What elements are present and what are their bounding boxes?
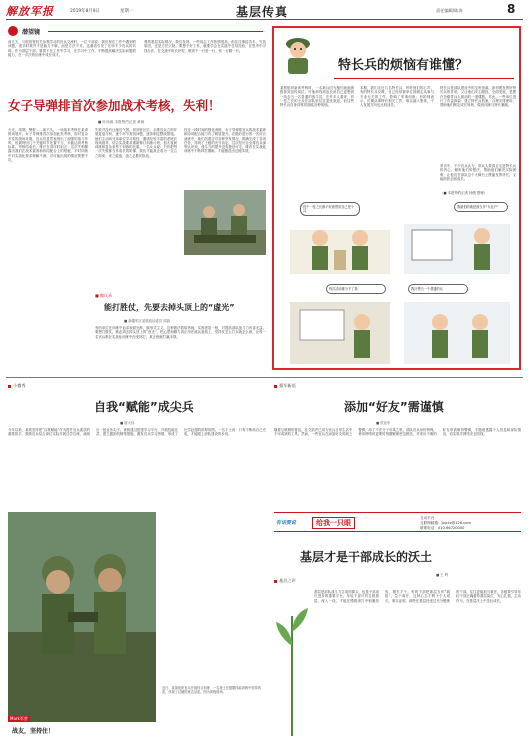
- sub-body: 有的单位在训练中追求表面光鲜，搞形式主义，这种做法看似热闹，实则虚晃一枪，对提高部队战斗力有害无益。要想打胜仗，就必须去掉头顶上的“虚光”，把心思和精力真正用在练兵备战上，坚持仗怎么打兵就怎么练，让每一名官兵都在实战化训练中经受摔打，真正练就打赢本领。: [95, 326, 266, 339]
- featured-body-col4: 采访中，不少官兵认为，带兵人要真正走进特长兵的内心，倾听他们的想法，帮助他们解决实际困难，让他们在部队这个大舞台上既能发挥所长，又能收获全面成长。: [440, 164, 516, 181]
- article-photo: [184, 190, 266, 255]
- masthead: [0, 0, 529, 20]
- cartoon-panel-1: [290, 200, 390, 274]
- bottom-right-tag2: [274, 578, 296, 584]
- column-tag-label: 潜望镜: [22, 29, 41, 36]
- cartoon-panel-2: [404, 200, 510, 274]
- sub-tag: ■ 微议录: [95, 293, 113, 298]
- sprout-icon: [274, 586, 310, 736]
- bottom-left-tag: [8, 383, 26, 389]
- bottom-right-body: 随着互联网的普及，社交软件已成为官兵日常生活中不可或缺的工具。然而，一些官兵在添加好友时缺乏警惕，给了不法分子可乘之机。部队官兵身份特殊，使用网络时更要时刻绷紧保密这根弦，对来历不明的好友申请保持警惕，不随意透露个人信息和部队情况，切实筑牢网络安全防线。: [274, 428, 521, 437]
- bottom-left-tag-label: 小微秀: [13, 383, 26, 388]
- bottom-right-tag-label: 强军新语: [279, 383, 296, 388]
- issue-weekday: 星期一: [120, 9, 134, 14]
- ad-phone: 联系电话：010-66720000: [420, 526, 465, 530]
- article-body-col3: 经过一段时间的强化训练，女子导弹排官兵的战术素养和协同配合能力有了明显提升。在随后进行的一次综合演练中，她们沉着应对各种突发情况，圆满完成了各项任务，得到了上级的充分肯定。这次经历让全排官兵深刻认识到，战斗力的提升没有捷径可走，唯有在实战化训练中不断摔打磨砺，才能锻造出过硬本领。: [184, 128, 266, 154]
- bottom-right-body2: 基层是部队战斗力生成的源头，也是干部成长进步的重要平台。年轻干部只有扎根基层、深入一线，才能在摸爬滚打中积累经验、增长才干。有的干部把基层当作“跳板”，急于离开，这种心态不利于个人成长。事实证明，那些在基层经受过充分锻炼的干部，往往更能担当重任。各级要引导年轻干部正确看待基层岗位，安心扎根、主动作为，在基层沃土中茁壮成长。: [314, 590, 521, 603]
- featured-byline: （■ 本报特约记者 杨骏 整理）: [440, 191, 488, 195]
- article-body-col1: 火光、浓烟、警报……前不久，一场战术考核在某训练场展开。女子导弹排首次参加此类考核，面对复杂多变的战场环境，官兵们虽然表现出了顽强的战斗作风，但最终因几个关键环节处置不当，未能达到考核标准。考核结束后，排长在讲评时坦言：这次失利暴露出我们在战术素养和协同配合上的短板，平时训练中对实战化要求理解不深，对可能出现的情况预想不足。: [8, 128, 88, 163]
- soldier-icon: [280, 34, 316, 74]
- ad-contact: 互联网邮箱：jbjccz@126.com: [420, 521, 471, 525]
- article-headline: 女子导弹排首次参加战术考核，失利！: [8, 98, 221, 113]
- page-editor: 责任编辑/陈涛: [436, 8, 463, 13]
- sub-byline: ■ 新疆军区某旅政治委员 周凯: [124, 319, 171, 323]
- newspaper-logo: 解放军报: [6, 5, 54, 18]
- photo-tag: Mark军营: [10, 716, 28, 721]
- training-photo-illustration: [184, 190, 266, 255]
- speech-bubble-1: 没个一技之长都不好意思说自己是个兵: [300, 202, 360, 216]
- section-divider: [6, 377, 523, 378]
- bottom-left-byline: ■ 唐大伟: [120, 421, 135, 425]
- soldiers-photo: [8, 512, 156, 722]
- bottom-left-body: 今年以来，某旅坚持把“自我赋能”作为提升官兵素质的重要抓手，鼓励官兵结合岗位实际开展自学自练，涌现出一批业务尖子。该旅通过搭建学习平台、开展技能比武、建立激励机制等措施，激发官兵学习热情，形成了比学赶超的浓厚氛围。一名下士说：只有不断给自己充电，才能跟上部队建设的步伐。: [8, 428, 266, 437]
- bottom-right-headline: 添加“好友”需谨慎: [344, 400, 444, 414]
- ad-strip: [274, 512, 521, 532]
- bottom-right-headline2: 基层才是干部成长的沃土: [300, 550, 433, 564]
- column-tag-rule: [48, 31, 263, 32]
- ad-text: 给我一只眼: [312, 517, 355, 529]
- sub-headline: 能打胜仗，先要去掉头顶上的“虚光”: [104, 303, 235, 312]
- feature-photo: [8, 512, 156, 722]
- page-section-title: 基层传真: [236, 5, 289, 19]
- page-number: 8: [507, 2, 516, 16]
- bottom-right-byline2: ■ 王 利: [436, 573, 449, 577]
- featured-body-col1: 某旅组织新训考核时，一名新兵因为擅长画画被推荐到宣传岗位，可他却找到连长说自己更想到一线去当一名普通的战斗员。在许多人看来，有一技之长的士兵在部队里往往更受欢迎，但这些特长兵自身却常常面临各种烦恼。: [280, 86, 354, 108]
- speech-bubble-2: 我最怕的就是被当作“专业户”: [454, 202, 508, 212]
- compass-icon: [8, 26, 18, 36]
- masthead-rule: [6, 19, 523, 20]
- ad-platform: 互动平台: [420, 516, 435, 520]
- featured-headline: 特长兵的烦恼有谁懂？: [338, 58, 469, 73]
- ad-label: 有话要说: [276, 520, 297, 526]
- bottom-right-byline: ■ 张亚东: [376, 421, 391, 425]
- bottom-right-tag: [274, 383, 296, 389]
- article-body-col2: 失败并没有让她们气馁。回到营区后，全排官兵立即开展复盘分析，逐个环节查找问题，逐条制定整改措施。她们主动向兄弟单位学习取经，邀请经验丰富的老班长现场指导，结合实战要求重新修订训练计划，加大夜间训练和复杂条件下训练的比重。一名女兵说：只有把每一次失败都当作成长的阶梯，我们才能真正成为一支召之即来、来之能战、战之必胜的队伍。: [95, 128, 177, 158]
- speech-bubble-4: 我只想当一个普通的兵: [408, 284, 468, 294]
- article-byline: ■ 叶扬威 本报特约记者 黄焕: [98, 120, 145, 124]
- featured-body-col3: 特长兵是部队建设中的宝贵资源。如何既发挥好特长兵的作用，又让他们安心服役、全面发展，是摆在各级带兵人面前的一道课题。对此，一些单位进行了有益探索：建立特长兵档案，合理安排使用；帮助他们制定成长规划，做到训练与特长兼顾。: [440, 86, 516, 108]
- intro-text-left: 前几天，与旅营管机关参观学习的官兵交流时，一位干部说：我们现在工作中遇到的问题，很多时候并不是能力不够，而是方法不对。这番话引发了在场不少官兵的共鸣。作为基层干部，要善于在工作中学习，在学习中工作，不断提高解决实际问题的能力，在一次次的历练中成长成才。: [8, 40, 136, 57]
- bottom-left-headline: 自我“赋能”成尖兵: [94, 400, 194, 414]
- speech-bubble-3: 每次活动都少不了我: [326, 284, 386, 294]
- photo-caption: 近日，某部组织官兵开展综合训练，一名战士在极限体能训练中坚持到底，体现了过硬的意志品质。图为训练现场。: [162, 686, 261, 694]
- issue-date: 2019年8月9日: [70, 9, 100, 14]
- headline-underline: [334, 78, 514, 79]
- cartoon-panel-4: [404, 282, 510, 364]
- featured-body-col2: 本期，我们走近几名特长兵，听听他们的心声。有的特长兵反映，自己经常被单位抽调去从事与专业无关的工作，影响了军事训练；有的则表示，长期从事特长相关工作，难以融入集体，个人发展方向也比较迷茫。: [360, 86, 434, 108]
- cartoon-panel-3: [290, 282, 390, 364]
- bottom-right-tag2-label: 基层之声: [279, 578, 296, 583]
- photo-title: 战友，坚持住！: [12, 728, 55, 735]
- featured-box: [272, 26, 521, 370]
- intro-text-right: 观察基层实际情况，我们发现，一些同志工作热情很高，但往往事倍功半。究其原因，还是方法欠缺。要想干好工作，就要学会在实践中总结经验，在思考中寻找办法，在交流中取长补短，做到干一行爱一行、钻一行精一行。: [144, 40, 266, 53]
- grass-decoration: [274, 586, 310, 736]
